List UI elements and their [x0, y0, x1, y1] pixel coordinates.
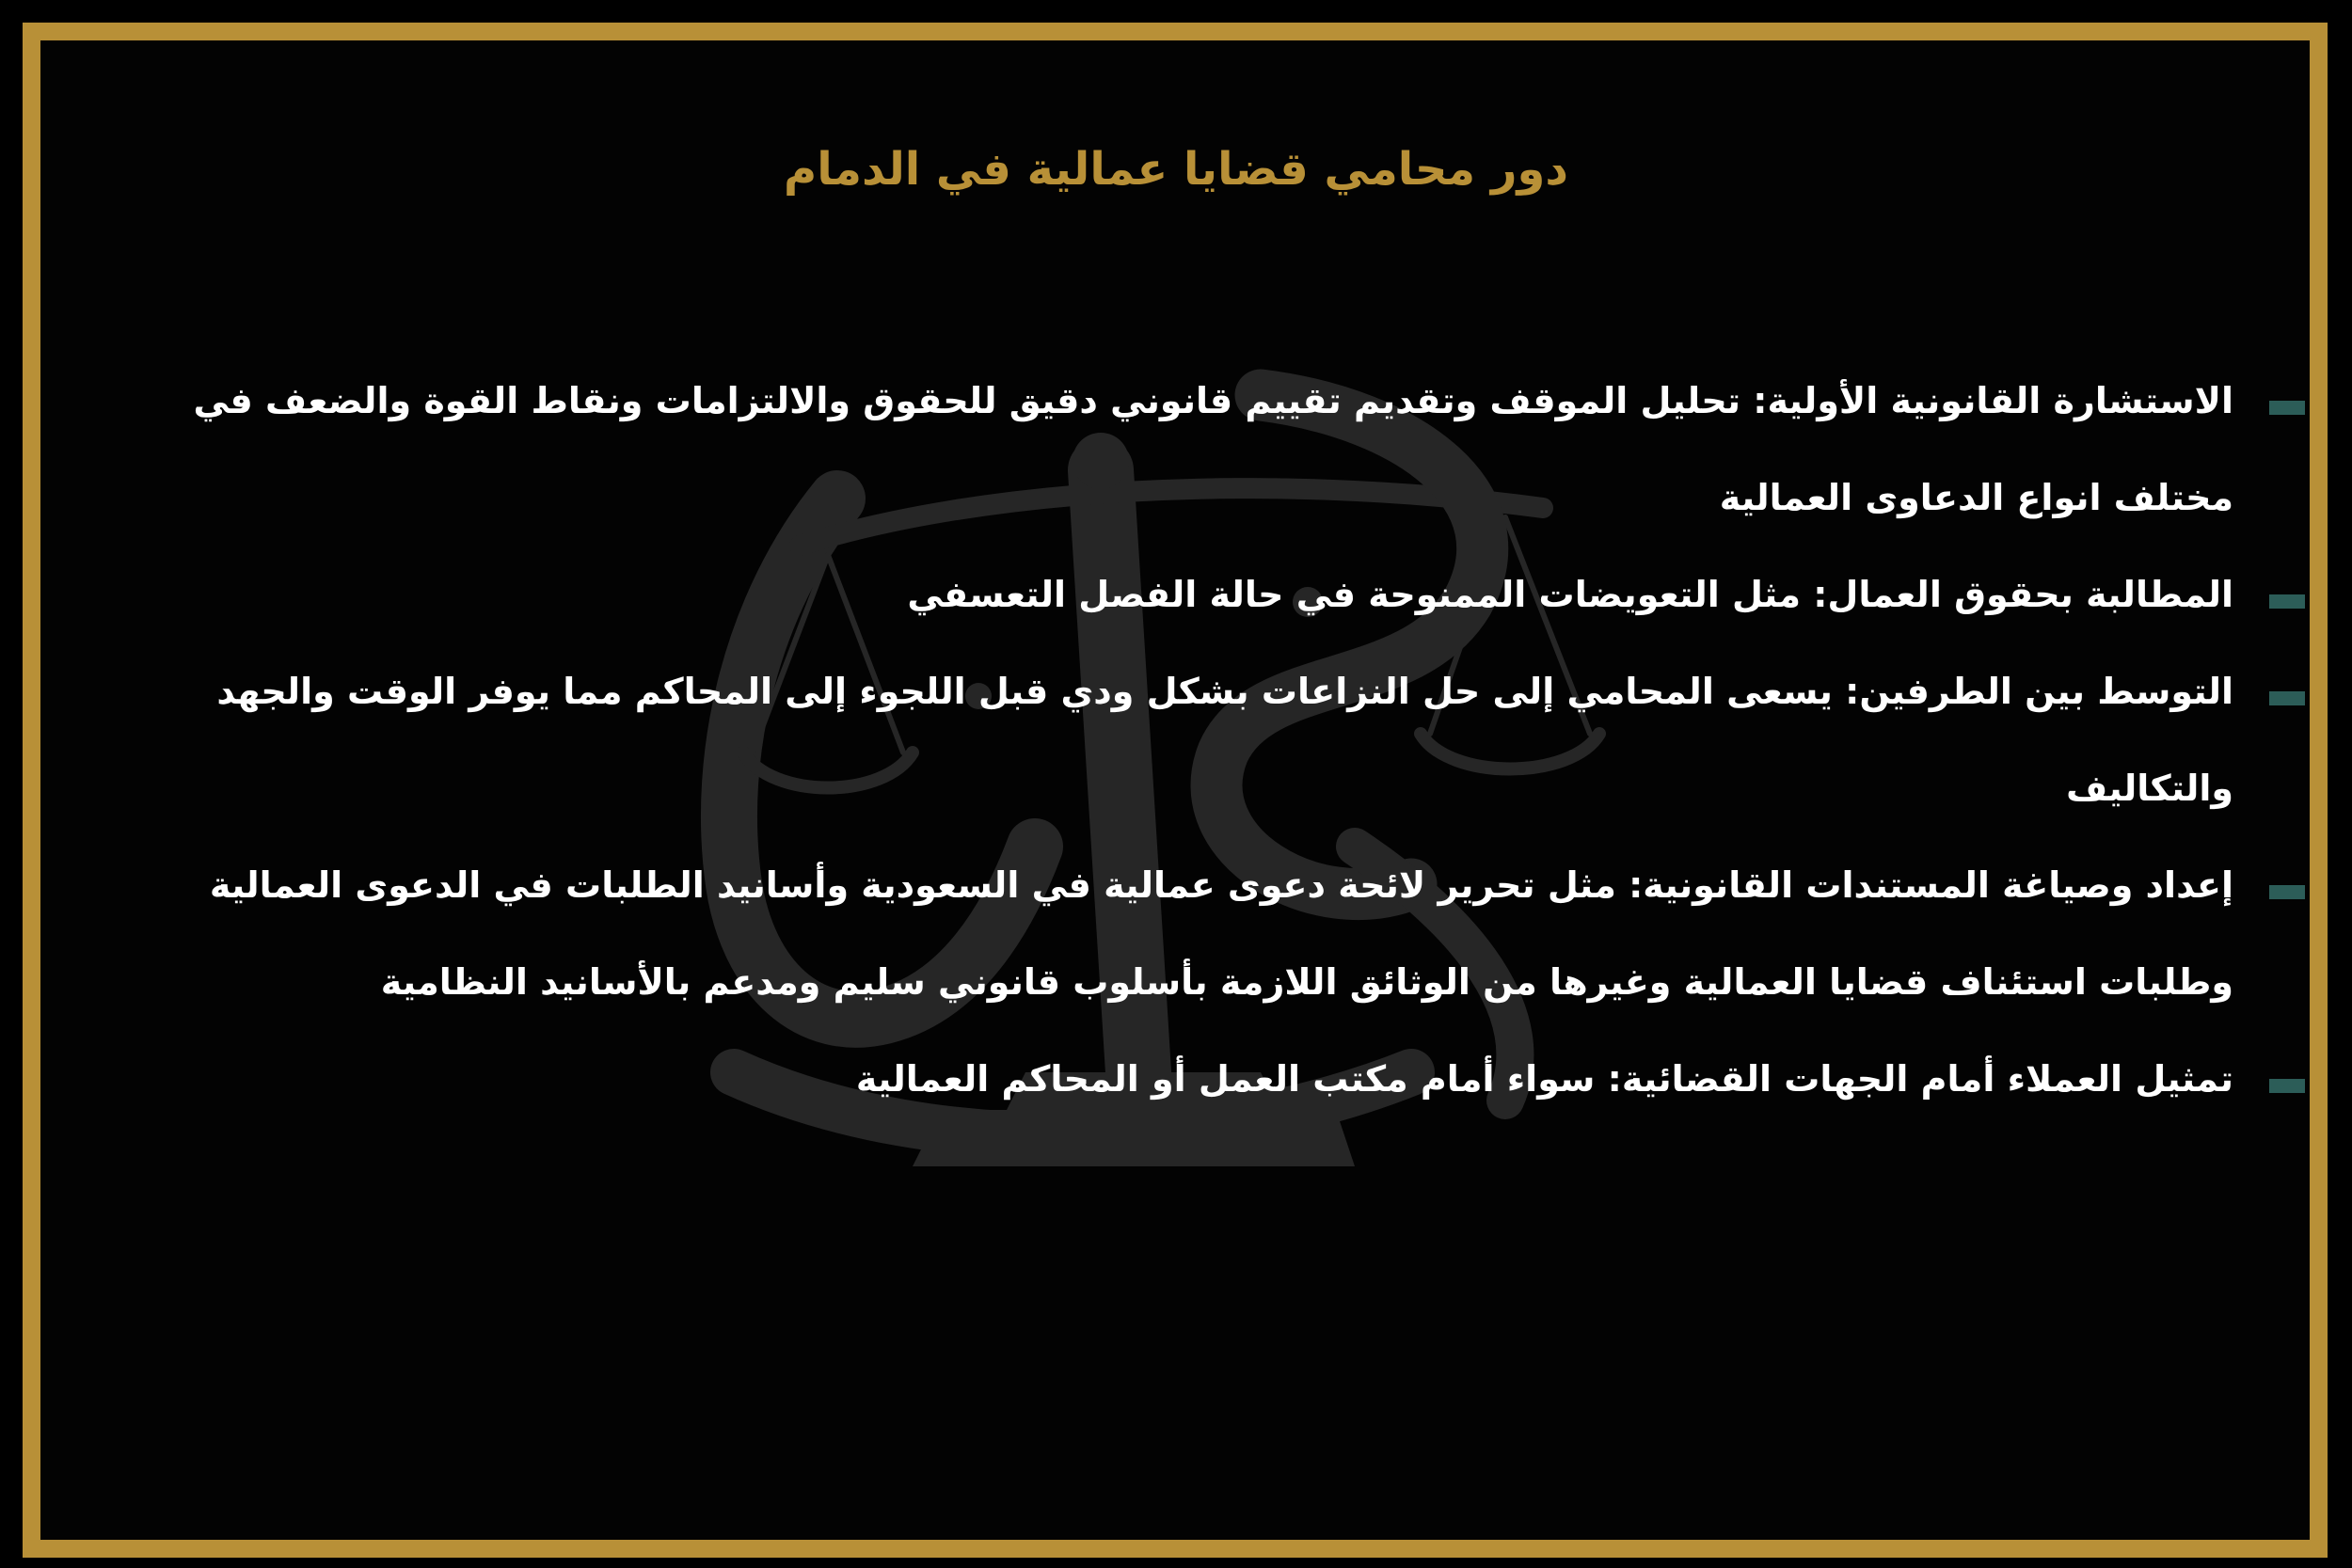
list-item-workers-rights-claim — [132, 546, 2305, 643]
services-list — [132, 353, 2305, 1128]
list-item-text: التوسط بين الطرفين: يسعى المحامي إلى حل النزاعات بشكل ودي قبل اللجوء إلى المحاكم مما يوفر الوقت والجهد والتكاليف — [216, 671, 2233, 809]
page-title: دور محامي قضايا عمالية في الدمام — [784, 143, 1568, 196]
list-item-text: تمثيل العملاء أمام الجهات القضائية: سواء أمام مكتب العمل أو المحاكم العمالية — [855, 1058, 2233, 1100]
bullet-icon — [2269, 885, 2305, 899]
list-item-text: المطالبة بحقوق العمال: مثل التعويضات الممنوحة في حالة الفصل التعسفي — [907, 574, 2233, 615]
bullet-icon — [2269, 691, 2305, 705]
list-item-mediation — [132, 643, 2305, 837]
bullet-icon — [2269, 401, 2305, 415]
list-item-client-representation — [132, 1031, 2305, 1128]
list-item-legal-documents — [132, 837, 2305, 1031]
list-item-text: إعداد وصياغة المستندات القانونية: مثل تحرير لائحة دعوى عمالية في السعودية وأسانيد الطلبات في الدعوى العمالية وطلبات استئناف قضايا العمالية وغيرها من الوثائق اللازمة بأسلوب قانوني سليم ومدعم بالأسانيد النظامية — [209, 864, 2233, 1003]
bullet-icon — [2269, 594, 2305, 609]
list-item-text: الاستشارة القانونية الأولية: تحليل الموقف وتقديم تقييم قانوني دقيق للحقوق والالتزامات ونقاط القوة والضعف في مختلف انواع الدعاوى العمالية — [193, 380, 2233, 518]
list-item-initial-consultation — [132, 353, 2305, 546]
bullet-icon — [2269, 1079, 2305, 1093]
